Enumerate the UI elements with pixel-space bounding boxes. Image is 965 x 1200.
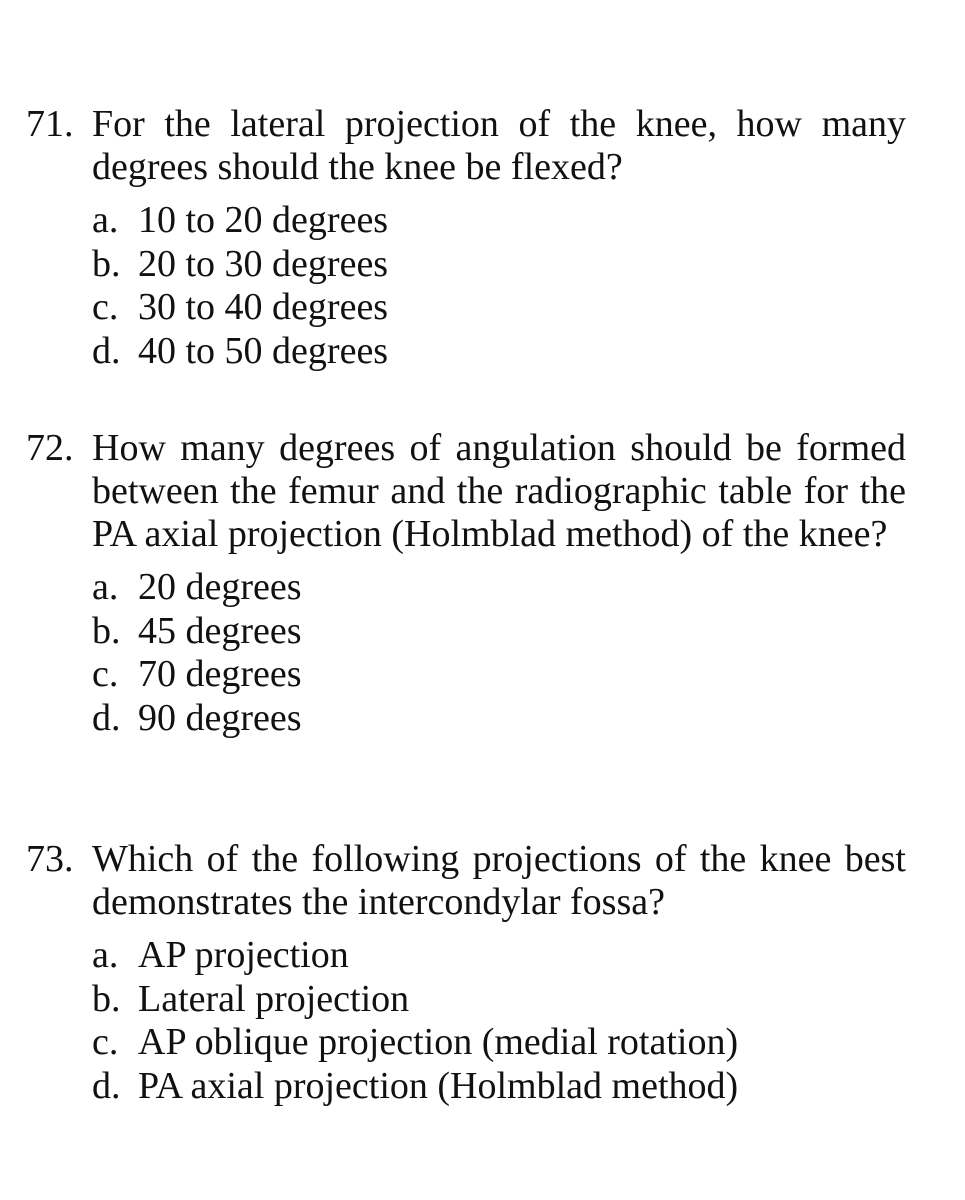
option-text: AP oblique projection (medial rotation)	[138, 1021, 739, 1063]
option-text: PA axial projection (Holmblad method)	[138, 1064, 739, 1107]
option-text: 30 to 40 degrees	[138, 286, 389, 328]
option-text: 45 degrees	[138, 609, 302, 652]
answer-option-d	[26, 697, 906, 741]
question-stem	[26, 103, 906, 189]
option-text: 20 to 30 degrees	[138, 242, 389, 285]
option-text: AP projection	[138, 934, 349, 976]
answer-option-c	[26, 286, 906, 330]
answer-option-b	[26, 978, 906, 1022]
question-stem	[26, 838, 906, 924]
question-stem	[26, 427, 906, 556]
option-letter: c.	[92, 286, 119, 328]
question-72	[26, 427, 906, 740]
option-letter: c.	[92, 1021, 119, 1063]
question-number: 73.	[26, 838, 74, 880]
question-text: For the lateral projection of the knee, how many degrees should the knee be flexed?	[92, 103, 906, 188]
answer-option-b	[26, 243, 906, 287]
option-letter: a.	[92, 566, 119, 608]
option-letter: b.	[92, 242, 121, 285]
question-text: How many degrees of angulation should be formed between the femur and the radiographic table for the PA axial projection (Holmblad method) of the knee?	[92, 427, 906, 555]
answer-options	[26, 199, 906, 373]
answer-option-c	[26, 1021, 906, 1065]
option-text: 20 degrees	[138, 566, 302, 608]
question-number: 71.	[26, 103, 74, 145]
option-text: 10 to 20 degrees	[138, 199, 389, 241]
answer-options	[26, 566, 906, 740]
answer-option-a	[26, 566, 906, 610]
option-letter: d.	[92, 696, 121, 739]
question-number: 72.	[26, 427, 74, 469]
answer-options	[26, 934, 906, 1108]
answer-option-b	[26, 610, 906, 654]
option-letter: d.	[92, 1064, 121, 1107]
answer-option-a	[26, 199, 906, 243]
option-letter: b.	[92, 977, 121, 1020]
answer-option-a	[26, 934, 906, 978]
answer-option-c	[26, 653, 906, 697]
option-text: 70 degrees	[138, 653, 302, 695]
option-text: 90 degrees	[138, 696, 302, 739]
question-text: Which of the following projections of the knee best demonstrates the intercondylar fossa?	[92, 838, 906, 923]
option-text: Lateral projection	[138, 977, 410, 1020]
option-letter: a.	[92, 934, 119, 976]
option-letter: c.	[92, 653, 119, 695]
option-letter: b.	[92, 609, 121, 652]
answer-option-d	[26, 330, 906, 374]
question-71	[26, 103, 906, 373]
option-text: 40 to 50 degrees	[138, 329, 389, 372]
question-73	[26, 838, 906, 1108]
option-letter: a.	[92, 199, 119, 241]
option-letter: d.	[92, 329, 121, 372]
answer-option-d	[26, 1065, 906, 1109]
